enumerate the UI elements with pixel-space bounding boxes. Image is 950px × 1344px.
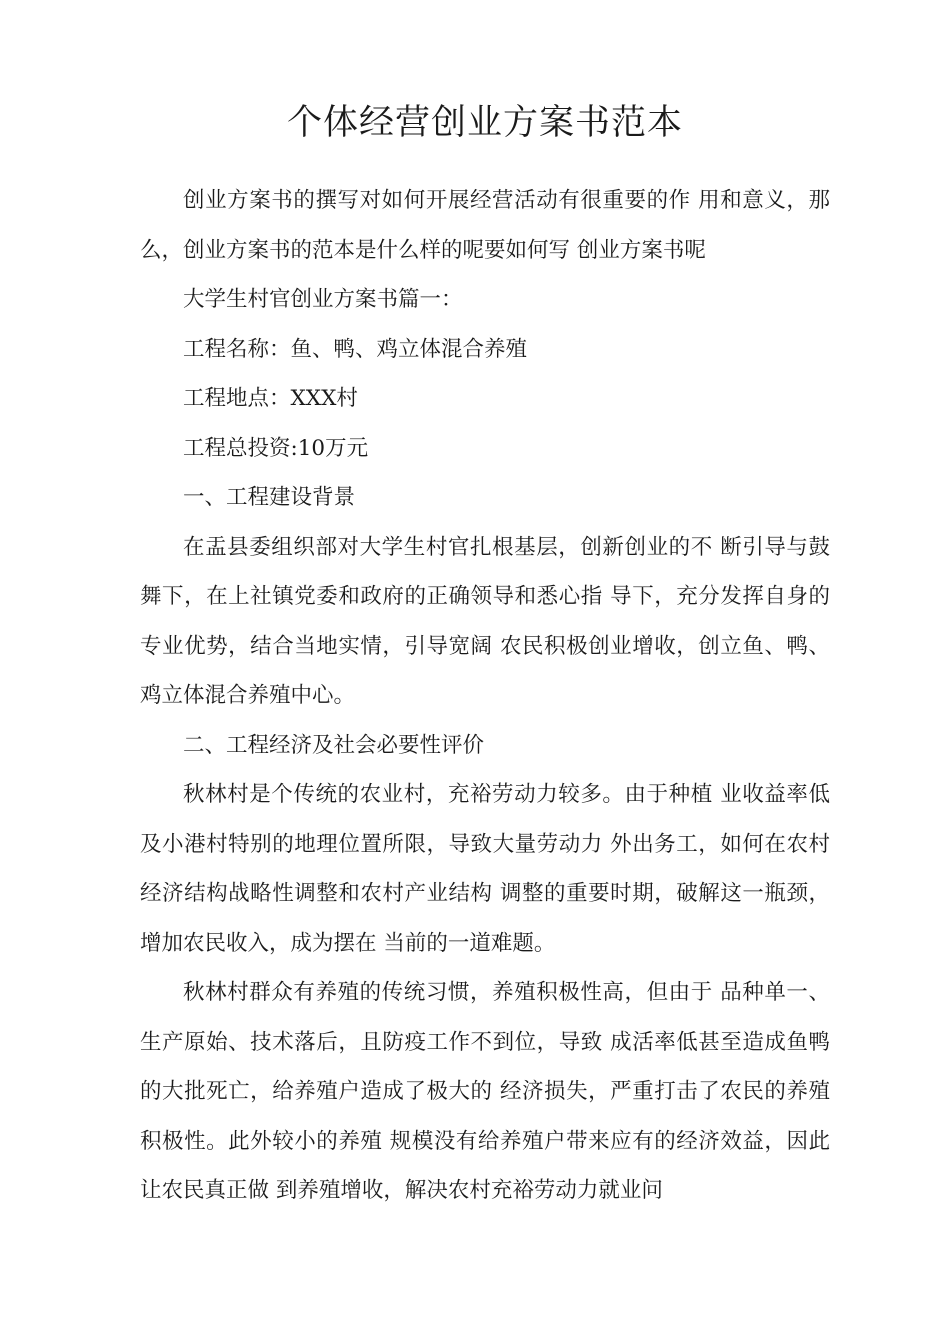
heading-evaluation: 二、工程经济及社会必要性评价 [183, 732, 485, 758]
paragraph-background: 在盂县委组织部对大学生村官扎根基层，创新创业的不 断引导与鼓舞下，在上社镇党委和政府的正确领导和悉心指 导下，充分发挥自身的专业优势，结合当地实情，引导宽阔 农民积极创业增收，创立鱼、鸭、鸡立体混合养殖中心。 [140, 534, 830, 708]
paragraph-section-heading: 大学生村官创业方案书篇一： [183, 287, 463, 312]
paragraph-project-name: 工程名称：鱼、鸭、鸡立体混合养殖 [183, 336, 528, 362]
document-page [140, 92, 830, 1216]
paragraph-intro: 创业方案书的撰写对如何开展经营活动有很重要的作 用和意义，那么，创业方案书的范本是什么样的呢要如何写 创业方案书呢 [140, 188, 830, 263]
heading-background: 一、工程建设背景 [183, 485, 356, 510]
document-title: 个体经营创业方案书范本 [286, 103, 683, 143]
paragraph-project-location: 工程地点：XXX村 [183, 386, 358, 411]
paragraph-evaluation-1: 秋林村是个传统的农业村，充裕劳动力较多。由于种植 业收益率低及小港村特别的地理位置所限，导致大量劳动力 外出务工，如何在农村经济结构战略性调整和农村产业结构 调整的重要时期，破解这一瓶颈，增加农民收入，成为摆在 当前的一道难题。 [140, 782, 830, 956]
paragraph-evaluation-2: 秋林村群众有养殖的传统习惯，养殖积极性高，但由于 品种单一、生产原始、技术落后，且防疫工作不到位，导致 成活率低甚至造成鱼鸭的大批死亡，给养殖户造成了极大的 经济损失，严重打击了农民的养殖积极性。此外较小的养殖 规模没有给养殖户带来应有的经济效益，因此让农民真正做 到养殖增收，解决农村充裕劳动力就业问 [140, 980, 830, 1203]
paragraph-project-investment: 工程总投资:10万元 [183, 435, 369, 461]
